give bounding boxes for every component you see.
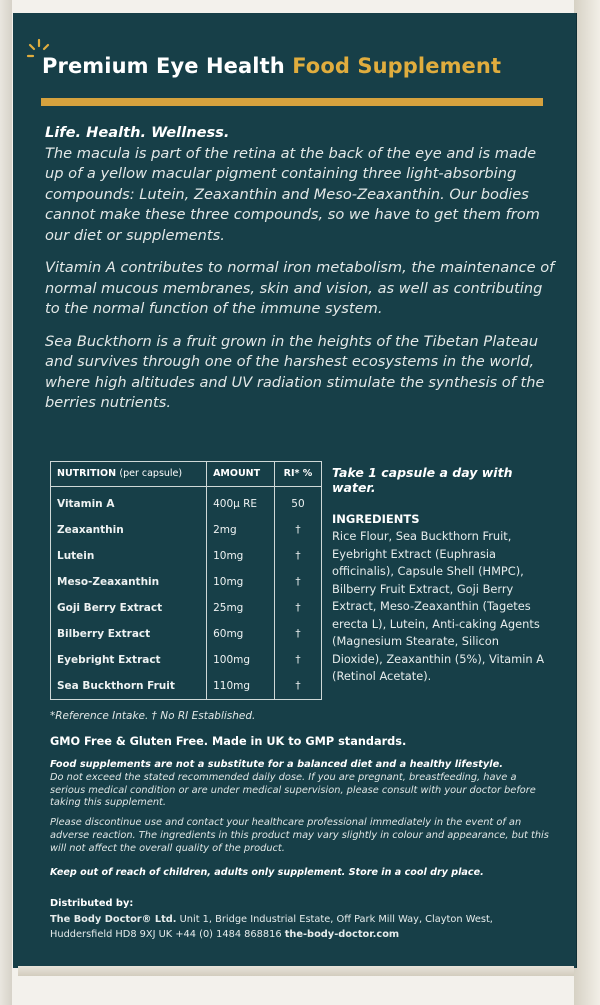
nutrient-amount: 400μ RE xyxy=(207,487,275,517)
nutrient-ri: † xyxy=(274,569,321,595)
table-row xyxy=(51,517,321,543)
warning-adverse-reaction: Please discontinue use and contact your healthcare professional immediately in the event of an adverse reaction. The ingredients in this product may vary slightly in colour and appearance, but this will not affect the overall quality of the product. xyxy=(50,817,549,854)
nutrient-amount: 2mg xyxy=(207,517,275,543)
nutrition-header-amount: AMOUNT xyxy=(207,462,275,487)
nutrient-ri: † xyxy=(274,647,321,673)
nutrient-name: Sea Buckthorn Fruit xyxy=(57,679,175,692)
distributor-title: Distributed by: xyxy=(50,898,134,909)
nutrient-ri: † xyxy=(274,595,321,621)
gmo-statement: GMO Free & Gluten Free. Made in UK to GMP standards. xyxy=(50,735,407,748)
nutrient-name: Zeaxanthin xyxy=(57,523,124,536)
warnings xyxy=(50,759,550,863)
nutrient-ri: † xyxy=(274,517,321,543)
nutrient-amount: 60mg xyxy=(207,621,275,647)
nutrition-table xyxy=(50,461,322,700)
distributor-address: Unit 1, Bridge Industrial Estate, Off Park Mill Way, Clayton West, Huddersfield HD8 9XJ UK +44 (0) 1484 868816 xyxy=(50,913,493,940)
warning-dosage: Do not exceed the stated recommended daily dose. If you are pregnant, breastfeeding, have a serious medical condition or are under medical supervision, please consult with your doctor before taking this supplement. xyxy=(50,771,536,809)
nutrition-header-ri: RI* % xyxy=(274,462,321,487)
box-bottom-flap xyxy=(18,966,574,976)
tagline: Life. Health. Wellness. xyxy=(45,124,230,141)
distributor-name: The Body Doctor® Ltd. xyxy=(50,913,177,925)
headline-gold: Food Supplement xyxy=(292,54,502,78)
intro-paragraph-macula: The macula is part of the retina at the back of the eye and is made up of a yellow macular pigment containing three light-absorbing compounds: Lutein, Zeaxanthin and Meso-Zeaxanthin. Our bodies cannot make these three compounds, so we have to get them from our diet or supplements. xyxy=(45,144,540,244)
ingredients-title: INGREDIENTS xyxy=(332,512,420,526)
table-row xyxy=(51,673,321,699)
table-row xyxy=(51,621,321,647)
nutrient-name: Lutein xyxy=(57,549,95,562)
intro-paragraph-sea-buckthorn: Sea Buckthorn is a fruit grown in the heights of the Tibetan Plateau and survives through one of the harshest ecosystems in the world, where high altitudes and UV radiation stimulate the synthesis of the berries nutrients. xyxy=(45,332,545,411)
nutrient-amount: 10mg xyxy=(207,543,275,569)
intro-text xyxy=(45,123,555,426)
nutrition-footnote: *Reference Intake. † No RI Established. xyxy=(50,710,256,722)
distributor-info xyxy=(50,896,550,943)
table-row xyxy=(51,487,321,517)
table-row xyxy=(51,647,321,673)
gold-divider xyxy=(41,98,543,106)
nutrient-ri: † xyxy=(274,543,321,569)
distributor-url: the-body-doctor.com xyxy=(284,929,400,940)
nutrient-amount: 25mg xyxy=(207,595,275,621)
table-row xyxy=(51,595,321,621)
nutrient-name: Vitamin A xyxy=(57,497,115,510)
nutrition-header-name: NUTRITION (per capsule) xyxy=(51,462,207,487)
box-edge-left xyxy=(0,0,12,1005)
storage-warning: Keep out of reach of children, adults only supplement. Store in a cool dry place. xyxy=(50,867,484,878)
nutrient-amount: 10mg xyxy=(207,569,275,595)
nutrient-ri: † xyxy=(274,673,321,699)
table-row xyxy=(51,569,321,595)
nutrient-ri: 50 xyxy=(274,487,321,517)
nutrient-amount: 100mg xyxy=(207,647,275,673)
intro-paragraph-vitamin-a: Vitamin A contributes to normal iron metabolism, the maintenance of normal mucous membranes, skin and vision, as well as contributing to the normal function of the immune system. xyxy=(45,259,555,317)
nutrient-name: Goji Berry Extract xyxy=(57,601,163,614)
headline-white: Premium Eye Health xyxy=(42,54,285,78)
dosage-instructions: Take 1 capsule a day with water. xyxy=(332,465,513,495)
nutrient-name: Bilberry Extract xyxy=(57,627,151,640)
box-edge-right xyxy=(574,0,600,1005)
table-row xyxy=(51,543,321,569)
nutrient-name: Meso-Zeaxanthin xyxy=(57,575,160,588)
nutrient-ri: † xyxy=(274,621,321,647)
product-headline xyxy=(42,54,501,78)
ingredients-list: Rice Flour, Sea Buckthorn Fruit, Eyebright Extract (Euphrasia officinalis), Capsule Shell (HMPC), Bilberry Fruit Extract, Goji Berry Extract, Meso-Zeaxanthin (Tagetes erecta L), Lutein, Anti-caking Agents (Magnesium Stearate, Silicon Dioxide), Zeaxanthin (5%), Vitamin A (Retinol Acetate). xyxy=(332,529,545,683)
warning-lead: Food supplements are not a substitute for a balanced diet and a healthy lifestyle. xyxy=(50,759,503,770)
nutrient-amount: 110mg xyxy=(207,673,275,699)
nutrient-name: Eyebright Extract xyxy=(57,653,161,666)
